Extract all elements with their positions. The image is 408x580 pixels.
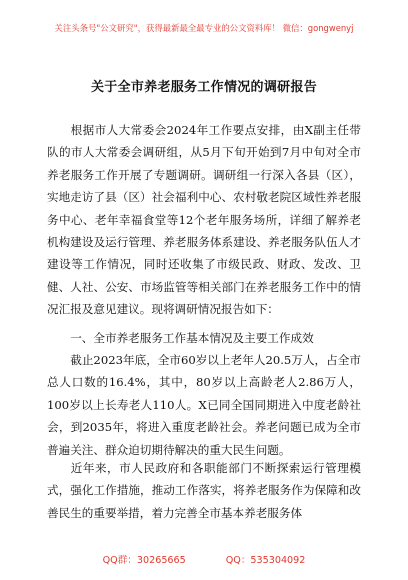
document-title: 关于全市养老服务工作情况的调研报告 [90,80,318,95]
paragraph-statistics [47,349,361,461]
paragraph-measures [47,457,361,524]
qq-group-number: QQ群：30265665 [102,555,186,566]
paragraph-intro [47,119,361,321]
header-banner: 关注头条号"公文研究"，获得最新最全最专业的公文资料库！ 微信：gongwenyj [54,23,354,33]
footer-banner [0,552,408,566]
paragraph-statistics-text: 截止2023年底，全市60岁以上老年人20.5万人，占全市总人口数的16.4%，其中，80岁以上高龄老人2.86万人，100岁以上长寿老人110人。X已同全国同期进入中度老龄社会，到2035年，将进入重度老龄社会。养老问题已成为全市普遍关注、群众迫切期待解决的重大民生问题。 [47,353,361,457]
paragraph-measures-text: 近年来，市人民政府和各职能部门不断探索运行管理模式，强化工作措施，推动工作落实，将养老服务作为保障和改善民生的重要举措，着力完善全市基本养老服务体 [47,461,361,520]
section-heading [47,327,361,349]
qq-number: QQ：535304092 [225,555,306,566]
paragraph-intro-text: 根据市人大常委会2024年工作要点安排，由X副主任带队的市人大常委会调研组，从5月下旬开始到7月中旬对全市养老服务工作开展了专题调研。调研组一行深入各县（区），实地走访了县（区）社会福利中心、农村敬老院区域性养老服务中心、老年幸福食堂等12个老年服务场所，详细了解养老机构建设及运行管理、养老服务体系建设、养老服务队伍人才建设等工作情况，同时还收集了市级民政、财政、发改、卫健、人社、公安、市场监管等相关部门在养老服务工作中的情况汇报及意见建议。现将调研情况报告如下： [47,123,361,317]
section-heading-text: 一、全市养老服务工作基本情况及主要工作成效 [70,331,314,345]
